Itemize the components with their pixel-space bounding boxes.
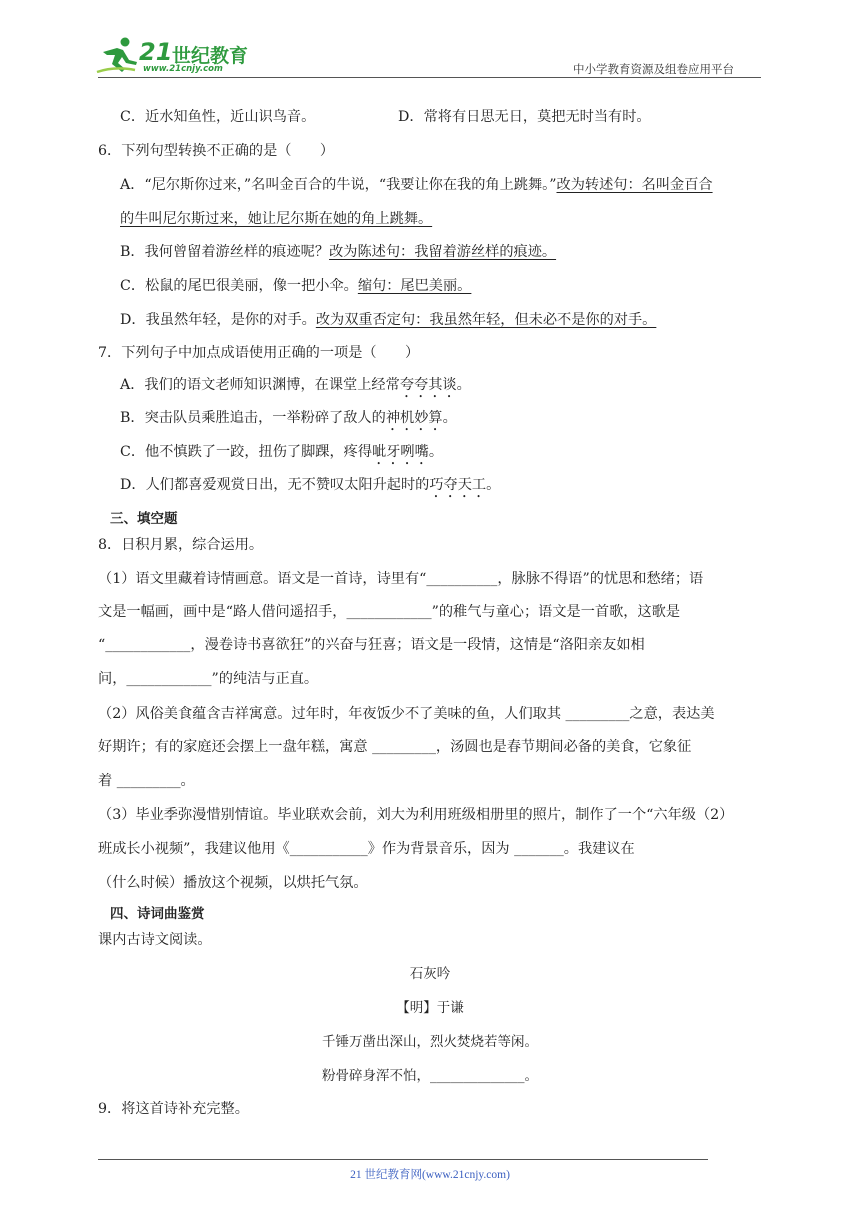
q9-stem: 9．将这首诗补充完整。 — [98, 1101, 249, 1117]
reading-intro: 课内古诗文阅读。 — [98, 932, 212, 948]
q7-option-a — [120, 374, 471, 401]
q8-part3-line3: （什么时候）播放这个视频，以烘托气氛。 — [98, 875, 368, 891]
footer-divider — [98, 1159, 708, 1160]
q6-stem: 6．下列句型转换不正确的是（ ） — [98, 143, 335, 159]
logo-brand-text: 世纪教育 — [172, 45, 249, 67]
q7-d-idiom: 巧夺天工 — [429, 477, 487, 493]
header-logo — [95, 36, 265, 76]
q6-c-conversion: 缩句：尾巴美丽。 — [357, 278, 472, 294]
poem-line-2: 粉骨碎身浑不怕，______________。 — [322, 1068, 538, 1084]
q6-b-conversion: 改为陈述句：我留着游丝样的痕迹。 — [329, 244, 557, 260]
q7-option-b — [120, 407, 457, 434]
logo-number: 21 — [139, 38, 173, 66]
q6-a-conversion-cont: 的牛叫尼尔斯过来，她让尼尔斯在她的角上跳舞。 — [120, 211, 433, 227]
q6-option-a — [120, 174, 713, 194]
q6-d-text: D．我虽然年轻，是你的对手。 — [120, 312, 316, 328]
footer-text: 21 世纪教育网(www.21cnjy.com) — [350, 1169, 510, 1181]
q5-option-d: D．常将有日思无日，莫把无时当有时。 — [398, 109, 651, 125]
q7-d-text: D．人们都喜爱观赏日出，无不赞叹太阳升起时的 — [120, 477, 430, 493]
logo-url: www.21cnjy.com — [143, 64, 223, 74]
q6-a-text: A．“尼尔斯你过来，”名叫金百合的牛说，“我要让你在我的角上跳舞。” — [120, 177, 557, 193]
q8-part1-line3: “____________，漫卷诗书喜欲狂”的兴奋与狂喜；语文是一段情，这情是“洛阳亲友如相 — [98, 637, 645, 653]
q7-a-idiom: 夸夸其谈 — [399, 377, 457, 393]
q7-a-end: 。 — [456, 377, 471, 393]
q7-a-text: A．我们的语文老师知识渊博，在课堂上经常 — [120, 377, 400, 393]
section-3-heading: 三、填空题 — [110, 511, 178, 527]
header-divider — [98, 77, 761, 78]
q6-d-conversion: 改为双重否定句：我虽然年轻，但未必不是你的对手。 — [315, 312, 657, 328]
q7-c-idiom: 呲牙咧嘴 — [372, 444, 429, 460]
q7-c-end: 。 — [428, 444, 444, 460]
q7-option-c — [120, 441, 443, 468]
q8-part3-line2: 班成长小视频”，我建议他用《___________》作为背景音乐，因为 _______。我建议在 — [98, 841, 635, 857]
q7-stem: 7．下列句子中加点成语使用正确的一项是（ ） — [98, 345, 420, 361]
q7-option-d — [120, 474, 500, 501]
q8-part1-line1: （1）语文里藏着诗情画意。语文是一首诗，诗里有“__________，脉脉不得语”的忧思和愁绪；语 — [98, 571, 704, 587]
q8-part2-line2: 好期许；有的家庭还会摆上一盘年糕，寓意 _________，汤圆也是春节期间必备的美食，它象征 — [98, 739, 692, 755]
q6-b-text: B．我何曾留着游丝样的痕迹呢？ — [120, 244, 330, 260]
q7-b-idiom: 神机妙算 — [385, 410, 443, 426]
q7-d-end: 。 — [486, 477, 501, 493]
q8-part3-line1: （3）毕业季弥漫惜别情谊。毕业联欢会前，刘大为利用班级相册里的照片，制作了一个“六年级（2） — [98, 807, 734, 823]
q7-b-end: 。 — [442, 410, 457, 426]
q6-c-text: C．松鼠的尾巴很美丽，像一把小伞。 — [120, 278, 358, 294]
q6-option-b — [120, 241, 556, 261]
q6-option-c — [120, 275, 471, 295]
q8-part2-line1: （2）风俗美食蕴含吉祥寓意。过年时，年夜饭少不了美味的鱼，人们取其 _________之意，表达美 — [98, 706, 715, 722]
poem-author: 【明】于谦 — [396, 1000, 464, 1016]
poem-line-1: 千锤万凿出深山，烈火焚烧若等闲。 — [322, 1034, 538, 1050]
q6-option-d — [120, 309, 656, 329]
q8-part2-line3: 着 _________。 — [98, 773, 195, 789]
q8-part1-line4: 问，____________”的纯洁与正直。 — [98, 671, 319, 687]
q7-b-text: B．突击队员乘胜追击，一举粉碎了敌人的 — [120, 410, 386, 426]
platform-text: 中小学教育资源及组卷应用平台 — [573, 62, 734, 76]
runner-logo-icon — [95, 36, 141, 76]
section-4-heading: 四、诗词曲鉴赏 — [110, 906, 205, 922]
q5-option-c: C．近水知鱼性，近山识鸟音。 — [120, 109, 316, 125]
q6-a-conversion: 改为转述句：名叫金百合 — [556, 177, 713, 193]
q8-part1-line2: 文是一幅画，画中是“路人借问遥招手，____________”的稚气与童心；语文是一首歌，这歌是 — [98, 604, 681, 620]
q8-stem: 8．日积月累，综合运用。 — [98, 537, 264, 553]
q7-c-text: C．他不慎跌了一跤，扭伤了脚踝，疼得 — [120, 444, 373, 460]
poem-title: 石灰吟 — [409, 966, 451, 982]
